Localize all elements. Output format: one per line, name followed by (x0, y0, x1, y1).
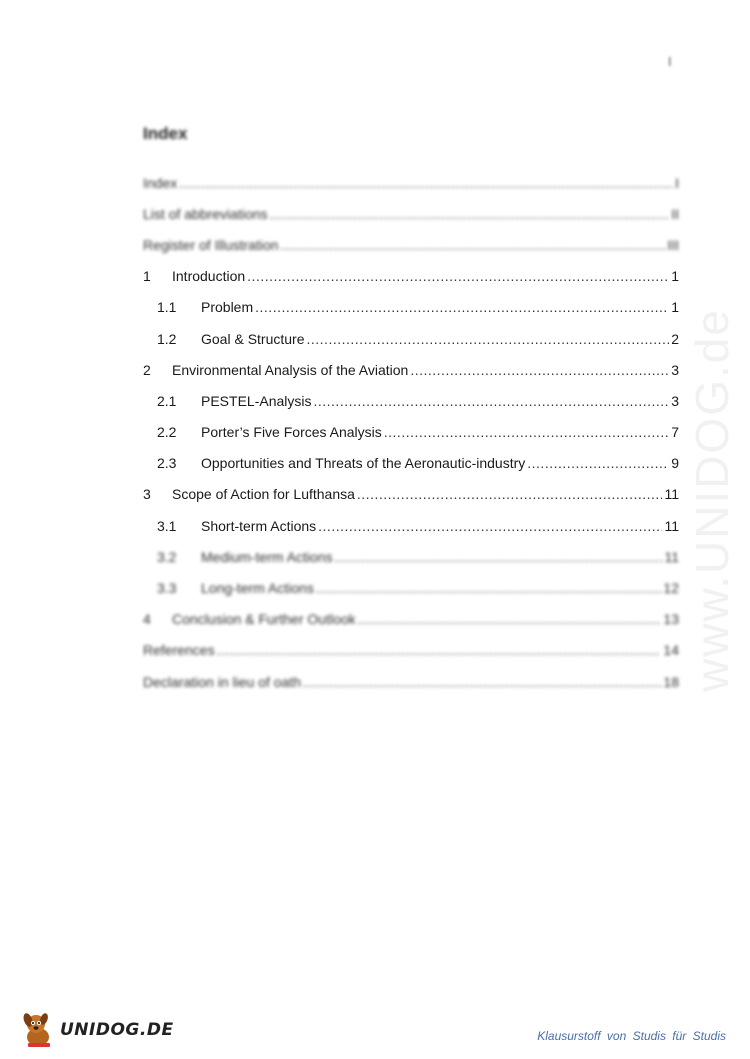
dot-leader (280, 237, 665, 253)
toc-entry-title: List of abbreviations (143, 205, 268, 222)
toc-entry-number: 3.2 (157, 548, 177, 565)
toc-entry-title: Porter’s Five Forces Analysis (201, 424, 382, 441)
toc-entry-title: Short-term Actions (201, 517, 317, 534)
toc-entry-number: 4 (143, 611, 151, 628)
toc-entry-page: 3 (671, 361, 679, 378)
dot-leader (384, 424, 669, 440)
toc-entry[interactable] (143, 666, 679, 697)
dot-leader (316, 580, 662, 596)
toc-entry-title: Long-term Actions (201, 580, 314, 597)
toc-entry[interactable] (143, 261, 679, 292)
toc-entry-title: Scope of Action for Lufthansa (172, 486, 355, 503)
toc-entry-page: III (667, 236, 679, 253)
toc-entry-number: 3.3 (157, 580, 177, 597)
toc-entry-title: Goal & Structure (201, 330, 305, 347)
toc-entry[interactable] (143, 448, 679, 479)
dot-leader (410, 362, 669, 378)
toc-entry[interactable] (143, 167, 679, 198)
dot-leader (270, 206, 670, 222)
unidog-logo (22, 1010, 174, 1050)
toc-entry-number: 2 (143, 361, 151, 378)
dot-leader (255, 299, 669, 315)
toc-entry-title: Register of Illustration (143, 236, 279, 253)
dot-leader (313, 393, 669, 409)
logo-text: UNIDOG.DE (60, 1020, 174, 1040)
toc-entry[interactable] (143, 385, 679, 416)
toc-entry-number: 1.2 (157, 330, 177, 347)
page-title: Index (143, 124, 188, 143)
dot-leader (307, 331, 670, 347)
toc-entry-page: 11 (664, 486, 679, 503)
toc-entry-number: 3 (143, 486, 151, 503)
toc-entry[interactable] (143, 604, 679, 635)
toc-entry-number: 1.1 (157, 299, 177, 316)
toc-entry[interactable] (143, 198, 679, 229)
toc-entry-page: 12 (663, 580, 679, 597)
dot-leader (303, 674, 661, 690)
toc-entry-title: Declaration in lieu of oath (143, 673, 301, 690)
toc-entry[interactable] (143, 323, 679, 354)
page-number: I (668, 54, 672, 69)
dot-leader (334, 549, 662, 565)
toc-entry-page: 1 (671, 268, 679, 285)
toc-entry[interactable] (143, 572, 679, 603)
dot-leader (358, 611, 662, 627)
toc-entry-number: 1 (143, 268, 151, 285)
toc-entry-page: II (671, 205, 679, 222)
toc-entry[interactable] (143, 417, 679, 448)
toc-entry-page: 18 (663, 673, 679, 690)
toc-entry-page: I (675, 174, 679, 191)
toc-entry[interactable] (143, 354, 679, 385)
toc-entry-title: Index (143, 174, 178, 191)
toc-entry-title: Opportunities and Threats of the Aeronautic-industry (201, 455, 526, 472)
toc-entry-page: 1 (671, 299, 679, 316)
toc-entry[interactable] (143, 510, 679, 541)
toc-entry-number: 2.2 (157, 424, 177, 441)
dot-leader (527, 455, 669, 471)
toc-entry-page: 2 (671, 330, 679, 347)
dot-leader (318, 518, 662, 534)
footer-tagline: Klausurstoff von Studis für Studis (537, 1029, 726, 1043)
dot-leader (179, 175, 673, 191)
dot-leader (357, 486, 663, 502)
toc-entry-title: References (143, 642, 215, 659)
toc-entry[interactable] (143, 479, 679, 510)
toc-entry-page: 13 (663, 611, 679, 628)
toc-entry-title: Environmental Analysis of the Aviation (172, 361, 409, 378)
dog-mascot-icon (22, 1011, 56, 1049)
toc-entry-number: 2.1 (157, 392, 177, 409)
toc-entry-number: 3.1 (157, 517, 177, 534)
watermark: www.UNIDOG.de (686, 308, 738, 692)
toc-entry-number: 2.3 (157, 455, 177, 472)
toc-entry[interactable] (143, 541, 679, 572)
toc-entry-title: PESTEL-Analysis (201, 392, 312, 409)
toc-entry[interactable] (143, 229, 679, 260)
toc-entry[interactable] (143, 635, 679, 666)
toc-entry-title: Medium-term Actions (201, 548, 333, 565)
dot-leader (217, 642, 662, 658)
toc-entry-page: 3 (671, 392, 679, 409)
toc-entry-title: Introduction (172, 268, 246, 285)
toc-entry-title: Problem (201, 299, 254, 316)
table-of-contents (143, 167, 679, 697)
toc-entry-page: 11 (664, 517, 679, 534)
dot-leader (247, 268, 669, 284)
toc-entry-page: 14 (663, 642, 679, 659)
toc-entry-page: 9 (671, 455, 679, 472)
toc-entry-title: Conclusion & Further Outlook (172, 611, 356, 628)
toc-entry-page: 7 (671, 424, 679, 441)
toc-entry-page: 11 (664, 548, 679, 565)
toc-entry[interactable] (143, 292, 679, 323)
